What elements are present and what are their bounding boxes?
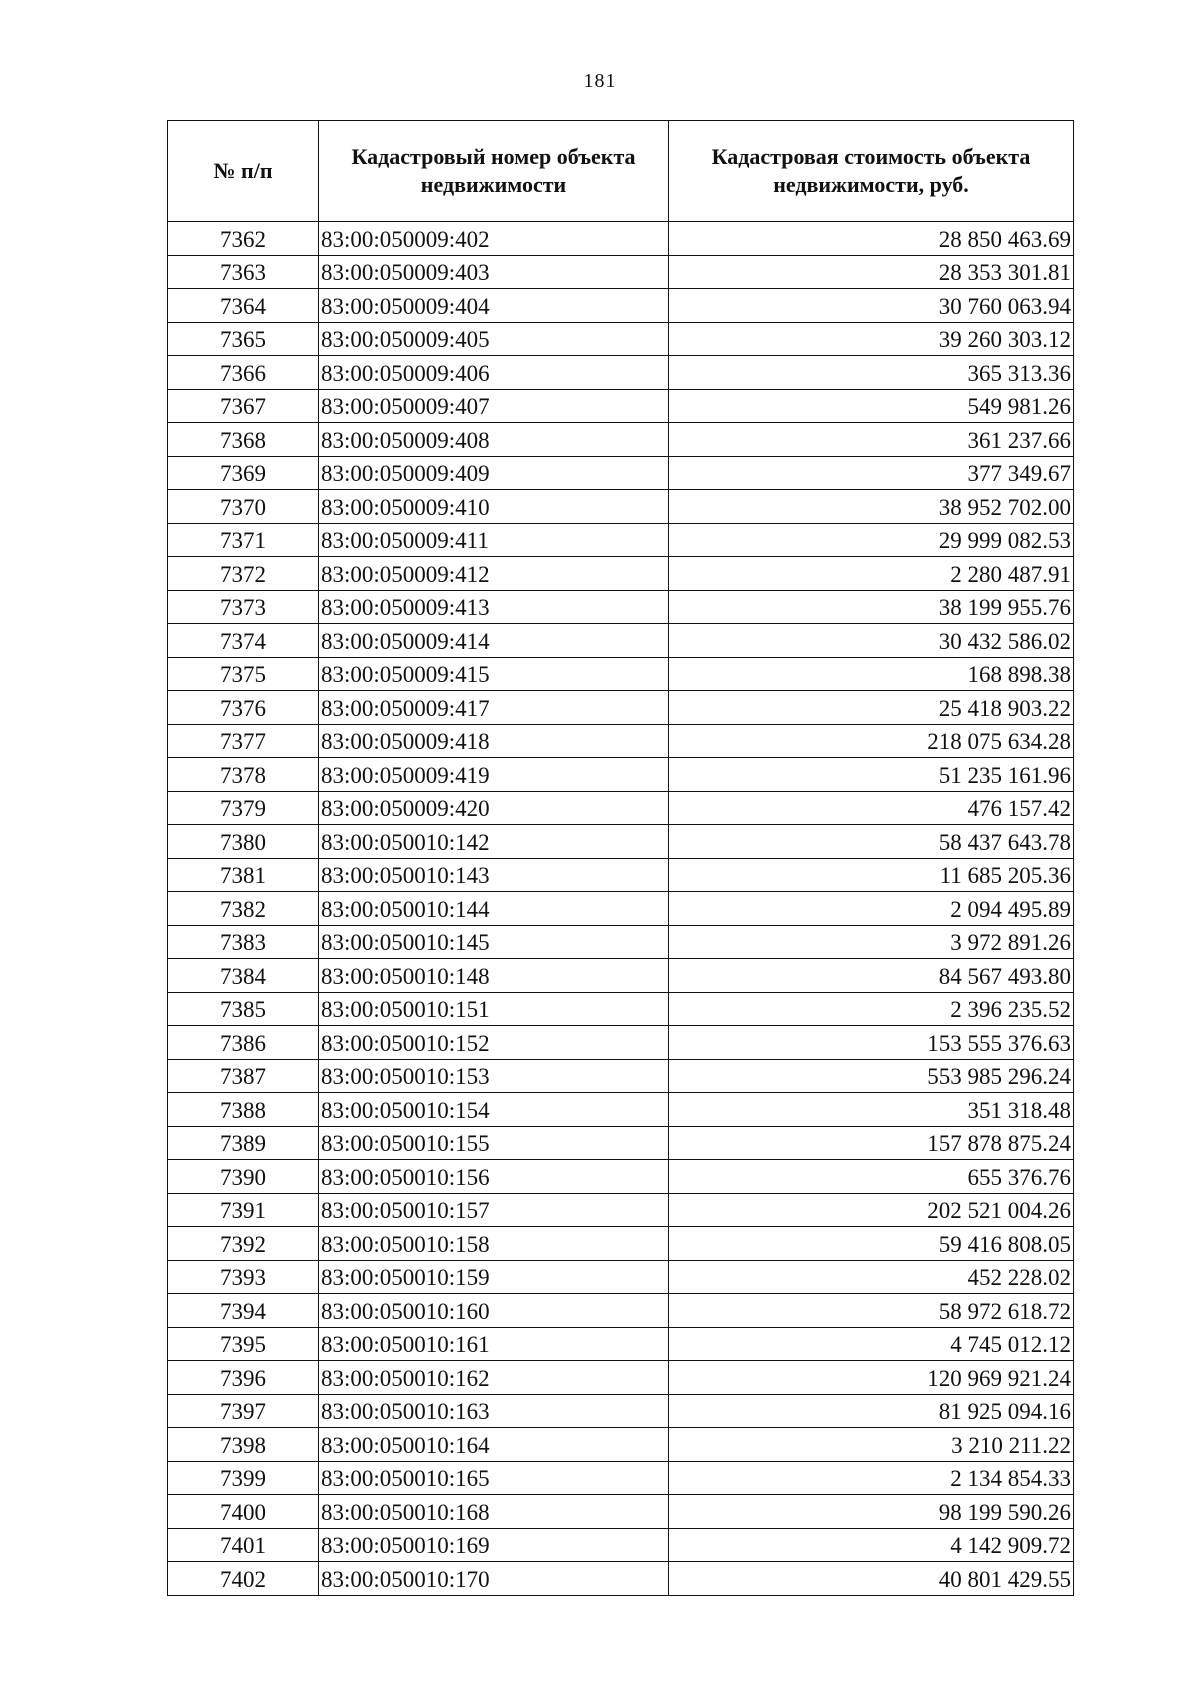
cadastral-value-cell: 81 925 094.16 xyxy=(669,1394,1074,1428)
table-row xyxy=(168,791,1074,825)
row-number-cell: 7396 xyxy=(168,1361,319,1395)
cadastral-value-cell: 168 898.38 xyxy=(669,657,1074,691)
row-number-cell: 7381 xyxy=(168,858,319,892)
row-number-cell: 7369 xyxy=(168,456,319,490)
cadastral-number-cell: 83:00:050010:153 xyxy=(319,1059,669,1093)
cadastral-value-cell: 476 157.42 xyxy=(669,791,1074,825)
cadastral-value-cell: 153 555 376.63 xyxy=(669,1026,1074,1060)
table-row xyxy=(168,858,1074,892)
cadastral-value-cell: 98 199 590.26 xyxy=(669,1495,1074,1529)
cadastral-value-cell: 38 952 702.00 xyxy=(669,490,1074,524)
row-number-cell: 7382 xyxy=(168,892,319,926)
header-row xyxy=(168,121,1074,222)
row-number-cell: 7380 xyxy=(168,825,319,859)
row-number-cell: 7372 xyxy=(168,557,319,591)
cadastral-value-cell: 51 235 161.96 xyxy=(669,758,1074,792)
row-number-cell: 7367 xyxy=(168,389,319,423)
cadastral-value-cell: 365 313.36 xyxy=(669,356,1074,390)
cadastral-value-cell: 351 318.48 xyxy=(669,1093,1074,1127)
cadastral-number-cell: 83:00:050009:410 xyxy=(319,490,669,524)
header-cadastral-number: Кадастровый номер объекта недвижимости xyxy=(319,121,669,222)
cadastral-number-cell: 83:00:050009:407 xyxy=(319,389,669,423)
cadastral-number-cell: 83:00:050010:159 xyxy=(319,1260,669,1294)
table-row xyxy=(168,1361,1074,1395)
row-number-cell: 7399 xyxy=(168,1461,319,1495)
cadastral-value-cell: 29 999 082.53 xyxy=(669,523,1074,557)
table-body xyxy=(168,222,1074,1596)
cadastral-number-cell: 83:00:050009:417 xyxy=(319,691,669,725)
cadastral-number-cell: 83:00:050010:148 xyxy=(319,959,669,993)
cadastral-number-cell: 83:00:050009:411 xyxy=(319,523,669,557)
cadastral-value-cell: 59 416 808.05 xyxy=(669,1227,1074,1261)
cadastral-value-cell: 28 850 463.69 xyxy=(669,222,1074,256)
table-row xyxy=(168,1193,1074,1227)
table-row xyxy=(168,1260,1074,1294)
row-number-cell: 7366 xyxy=(168,356,319,390)
table-row xyxy=(168,1428,1074,1462)
row-number-cell: 7401 xyxy=(168,1528,319,1562)
cadastral-value-cell: 4 142 909.72 xyxy=(669,1528,1074,1562)
table-row xyxy=(168,624,1074,658)
table-row xyxy=(168,423,1074,457)
cadastral-number-cell: 83:00:050009:420 xyxy=(319,791,669,825)
row-number-cell: 7384 xyxy=(168,959,319,993)
cadastral-number-cell: 83:00:050010:165 xyxy=(319,1461,669,1495)
row-number-cell: 7397 xyxy=(168,1394,319,1428)
cadastral-number-cell: 83:00:050010:157 xyxy=(319,1193,669,1227)
table-row xyxy=(168,456,1074,490)
cadastral-number-cell: 83:00:050009:412 xyxy=(319,557,669,591)
cadastral-number-cell: 83:00:050010:143 xyxy=(319,858,669,892)
table-row xyxy=(168,1528,1074,1562)
cadastral-value-cell: 40 801 429.55 xyxy=(669,1562,1074,1596)
cadastral-number-cell: 83:00:050009:419 xyxy=(319,758,669,792)
cadastral-value-cell: 2 094 495.89 xyxy=(669,892,1074,926)
row-number-cell: 7402 xyxy=(168,1562,319,1596)
cadastral-number-cell: 83:00:050010:160 xyxy=(319,1294,669,1328)
cadastral-number-cell: 83:00:050009:402 xyxy=(319,222,669,256)
cadastral-value-cell: 655 376.76 xyxy=(669,1160,1074,1194)
cadastral-value-cell: 2 134 854.33 xyxy=(669,1461,1074,1495)
cadastral-value-cell: 30 432 586.02 xyxy=(669,624,1074,658)
row-number-cell: 7379 xyxy=(168,791,319,825)
table-row xyxy=(168,691,1074,725)
cadastral-value-cell: 202 521 004.26 xyxy=(669,1193,1074,1227)
table-row xyxy=(168,1461,1074,1495)
cadastral-value-cell: 58 437 643.78 xyxy=(669,825,1074,859)
row-number-cell: 7383 xyxy=(168,925,319,959)
cadastral-value-cell: 4 745 012.12 xyxy=(669,1327,1074,1361)
table-row xyxy=(168,1026,1074,1060)
table-row xyxy=(168,389,1074,423)
cadastral-number-cell: 83:00:050010:161 xyxy=(319,1327,669,1361)
cadastral-number-cell: 83:00:050009:404 xyxy=(319,289,669,323)
row-number-cell: 7393 xyxy=(168,1260,319,1294)
cadastral-value-cell: 11 685 205.36 xyxy=(669,858,1074,892)
cadastral-value-cell: 25 418 903.22 xyxy=(669,691,1074,725)
cadastral-number-cell: 83:00:050010:142 xyxy=(319,825,669,859)
row-number-cell: 7376 xyxy=(168,691,319,725)
table-row xyxy=(168,1160,1074,1194)
cadastral-value-cell: 553 985 296.24 xyxy=(669,1059,1074,1093)
row-number-cell: 7387 xyxy=(168,1059,319,1093)
cadastral-value-cell: 2 280 487.91 xyxy=(669,557,1074,591)
cadastral-number-cell: 83:00:050009:414 xyxy=(319,624,669,658)
cadastral-number-cell: 83:00:050009:413 xyxy=(319,590,669,624)
row-number-cell: 7378 xyxy=(168,758,319,792)
row-number-cell: 7365 xyxy=(168,322,319,356)
cadastral-value-table xyxy=(167,120,1074,1596)
cadastral-number-cell: 83:00:050010:163 xyxy=(319,1394,669,1428)
row-number-cell: 7373 xyxy=(168,590,319,624)
cadastral-number-cell: 83:00:050009:409 xyxy=(319,456,669,490)
table-row xyxy=(168,959,1074,993)
cadastral-number-cell: 83:00:050009:406 xyxy=(319,356,669,390)
table-row xyxy=(168,1294,1074,1328)
cadastral-value-cell: 120 969 921.24 xyxy=(669,1361,1074,1395)
table-row xyxy=(168,590,1074,624)
row-number-cell: 7389 xyxy=(168,1126,319,1160)
row-number-cell: 7395 xyxy=(168,1327,319,1361)
row-number-cell: 7398 xyxy=(168,1428,319,1462)
cadastral-value-cell: 452 228.02 xyxy=(669,1260,1074,1294)
cadastral-value-cell: 58 972 618.72 xyxy=(669,1294,1074,1328)
row-number-cell: 7386 xyxy=(168,1026,319,1060)
cadastral-number-cell: 83:00:050009:403 xyxy=(319,255,669,289)
row-number-cell: 7392 xyxy=(168,1227,319,1261)
cadastral-number-cell: 83:00:050010:168 xyxy=(319,1495,669,1529)
table-row xyxy=(168,992,1074,1026)
cadastral-number-cell: 83:00:050010:156 xyxy=(319,1160,669,1194)
row-number-cell: 7394 xyxy=(168,1294,319,1328)
cadastral-value-cell: 30 760 063.94 xyxy=(669,289,1074,323)
row-number-cell: 7362 xyxy=(168,222,319,256)
table-row xyxy=(168,1227,1074,1261)
cadastral-number-cell: 83:00:050010:145 xyxy=(319,925,669,959)
table-row xyxy=(168,557,1074,591)
cadastral-value-cell: 377 349.67 xyxy=(669,456,1074,490)
cadastral-value-cell: 84 567 493.80 xyxy=(669,959,1074,993)
table-row xyxy=(168,322,1074,356)
cadastral-value-cell: 39 260 303.12 xyxy=(669,322,1074,356)
table-row xyxy=(168,289,1074,323)
table-row xyxy=(168,758,1074,792)
cadastral-value-cell: 157 878 875.24 xyxy=(669,1126,1074,1160)
table-header xyxy=(168,121,1074,222)
cadastral-value-cell: 3 972 891.26 xyxy=(669,925,1074,959)
header-cadastral-value: Кадастровая стоимость объекта недвижимости, руб. xyxy=(669,121,1074,222)
row-number-cell: 7385 xyxy=(168,992,319,1026)
cadastral-number-cell: 83:00:050009:405 xyxy=(319,322,669,356)
cadastral-number-cell: 83:00:050010:151 xyxy=(319,992,669,1026)
header-number: № п/п xyxy=(168,121,319,222)
row-number-cell: 7370 xyxy=(168,490,319,524)
row-number-cell: 7377 xyxy=(168,724,319,758)
table-row xyxy=(168,1126,1074,1160)
table-row xyxy=(168,1495,1074,1529)
table-row xyxy=(168,892,1074,926)
table-row xyxy=(168,825,1074,859)
table-row xyxy=(168,490,1074,524)
table-row xyxy=(168,356,1074,390)
table-row xyxy=(168,222,1074,256)
row-number-cell: 7400 xyxy=(168,1495,319,1529)
cadastral-value-cell: 218 075 634.28 xyxy=(669,724,1074,758)
cadastral-number-cell: 83:00:050009:415 xyxy=(319,657,669,691)
cadastral-number-cell: 83:00:050010:169 xyxy=(319,1528,669,1562)
row-number-cell: 7374 xyxy=(168,624,319,658)
page-number: 181 xyxy=(583,70,617,92)
table-row xyxy=(168,255,1074,289)
row-number-cell: 7388 xyxy=(168,1093,319,1127)
cadastral-value-cell: 3 210 211.22 xyxy=(669,1428,1074,1462)
cadastral-value-cell: 2 396 235.52 xyxy=(669,992,1074,1026)
table-row xyxy=(168,523,1074,557)
cadastral-number-cell: 83:00:050009:418 xyxy=(319,724,669,758)
cadastral-number-cell: 83:00:050009:408 xyxy=(319,423,669,457)
table-row xyxy=(168,657,1074,691)
row-number-cell: 7390 xyxy=(168,1160,319,1194)
cadastral-number-cell: 83:00:050010:162 xyxy=(319,1361,669,1395)
cadastral-number-cell: 83:00:050010:155 xyxy=(319,1126,669,1160)
table-row xyxy=(168,724,1074,758)
cadastral-value-cell: 38 199 955.76 xyxy=(669,590,1074,624)
table-row xyxy=(168,1394,1074,1428)
cadastral-value-cell: 28 353 301.81 xyxy=(669,255,1074,289)
table-row xyxy=(168,1093,1074,1127)
cadastral-number-cell: 83:00:050010:154 xyxy=(319,1093,669,1127)
table-row xyxy=(168,1327,1074,1361)
cadastral-value-cell: 549 981.26 xyxy=(669,389,1074,423)
row-number-cell: 7375 xyxy=(168,657,319,691)
row-number-cell: 7364 xyxy=(168,289,319,323)
table-row xyxy=(168,1059,1074,1093)
cadastral-value-cell: 361 237.66 xyxy=(669,423,1074,457)
cadastral-number-cell: 83:00:050010:170 xyxy=(319,1562,669,1596)
row-number-cell: 7391 xyxy=(168,1193,319,1227)
cadastral-number-cell: 83:00:050010:152 xyxy=(319,1026,669,1060)
cadastral-number-cell: 83:00:050010:144 xyxy=(319,892,669,926)
cadastral-number-cell: 83:00:050010:164 xyxy=(319,1428,669,1462)
row-number-cell: 7363 xyxy=(168,255,319,289)
cadastral-number-cell: 83:00:050010:158 xyxy=(319,1227,669,1261)
row-number-cell: 7368 xyxy=(168,423,319,457)
table-row xyxy=(168,925,1074,959)
row-number-cell: 7371 xyxy=(168,523,319,557)
table-row xyxy=(168,1562,1074,1596)
